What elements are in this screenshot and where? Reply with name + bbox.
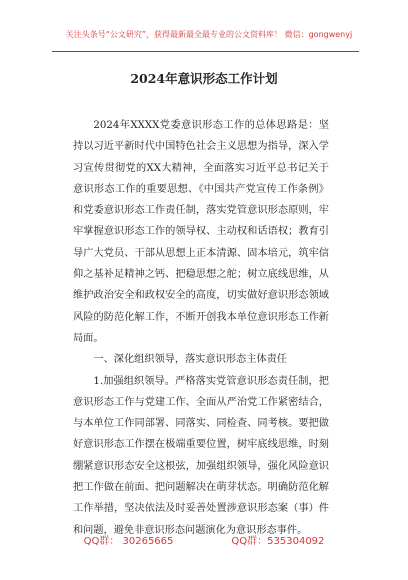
qq-group-2: QQ群：535304092 xyxy=(231,536,325,547)
section-heading: 一、深化组织领导，落实意识形态主体责任 xyxy=(93,354,287,366)
header-divider xyxy=(52,51,359,52)
document-body xyxy=(73,115,329,541)
body-paragraph-1: 2024年XXXX党委意识形态工作的总体思路是：坚持以习近平新时代中国特色社会主义思想为指导，深入学习宣传贯彻党的XX大精神，全面落实习近平总书记关于意识形态工作的重要思想、《中国共产党宣传工作条例》和党委意识形态工作责任制，落实党管意识形态原则，牢牢掌握意识形态工作的领导权、主动权和话语权；教育引导广大党员、干部从思想上正本清源、固本培元，筑牢信仰之基补足精神之钙、把稳思想之舵；树立底线思维，从维护政治安全和政权安全的高度，切实做好意识形态领域风险的防范化解工作，不断开创我本单位意识形态工作新局面。 xyxy=(73,120,329,344)
body-paragraph-2: 1.加强组织领导。严格落实党管意识形态责任制，把意识形态工作与党建工作、全面从严治党工作紧密结合，与本单位工作同部署、同落实、同检查、同考核。要把做好意识形态工作摆在极端重要位置，树牢底线思维，时刻绷紧意识形态安全这根弦，加强组织领导，强化风险意识把工作做在前面、把问题解决在萌芽状态。明确防范化解工作举措，坚决依法及时妥善处置涉意识形态案（事）件和问题，避免非意识形态问题演化为意识形态事件。 xyxy=(73,375,329,536)
document-title: 2024年意识形态工作计划 xyxy=(130,71,278,86)
footer-contact xyxy=(0,533,408,551)
qq-group-1: QQ群： 30265665 xyxy=(83,536,174,547)
header-note: 关注头条号“公文研究”，获得最新最全最专业的公文资料库！ 微信：gongwenyj xyxy=(65,30,353,39)
